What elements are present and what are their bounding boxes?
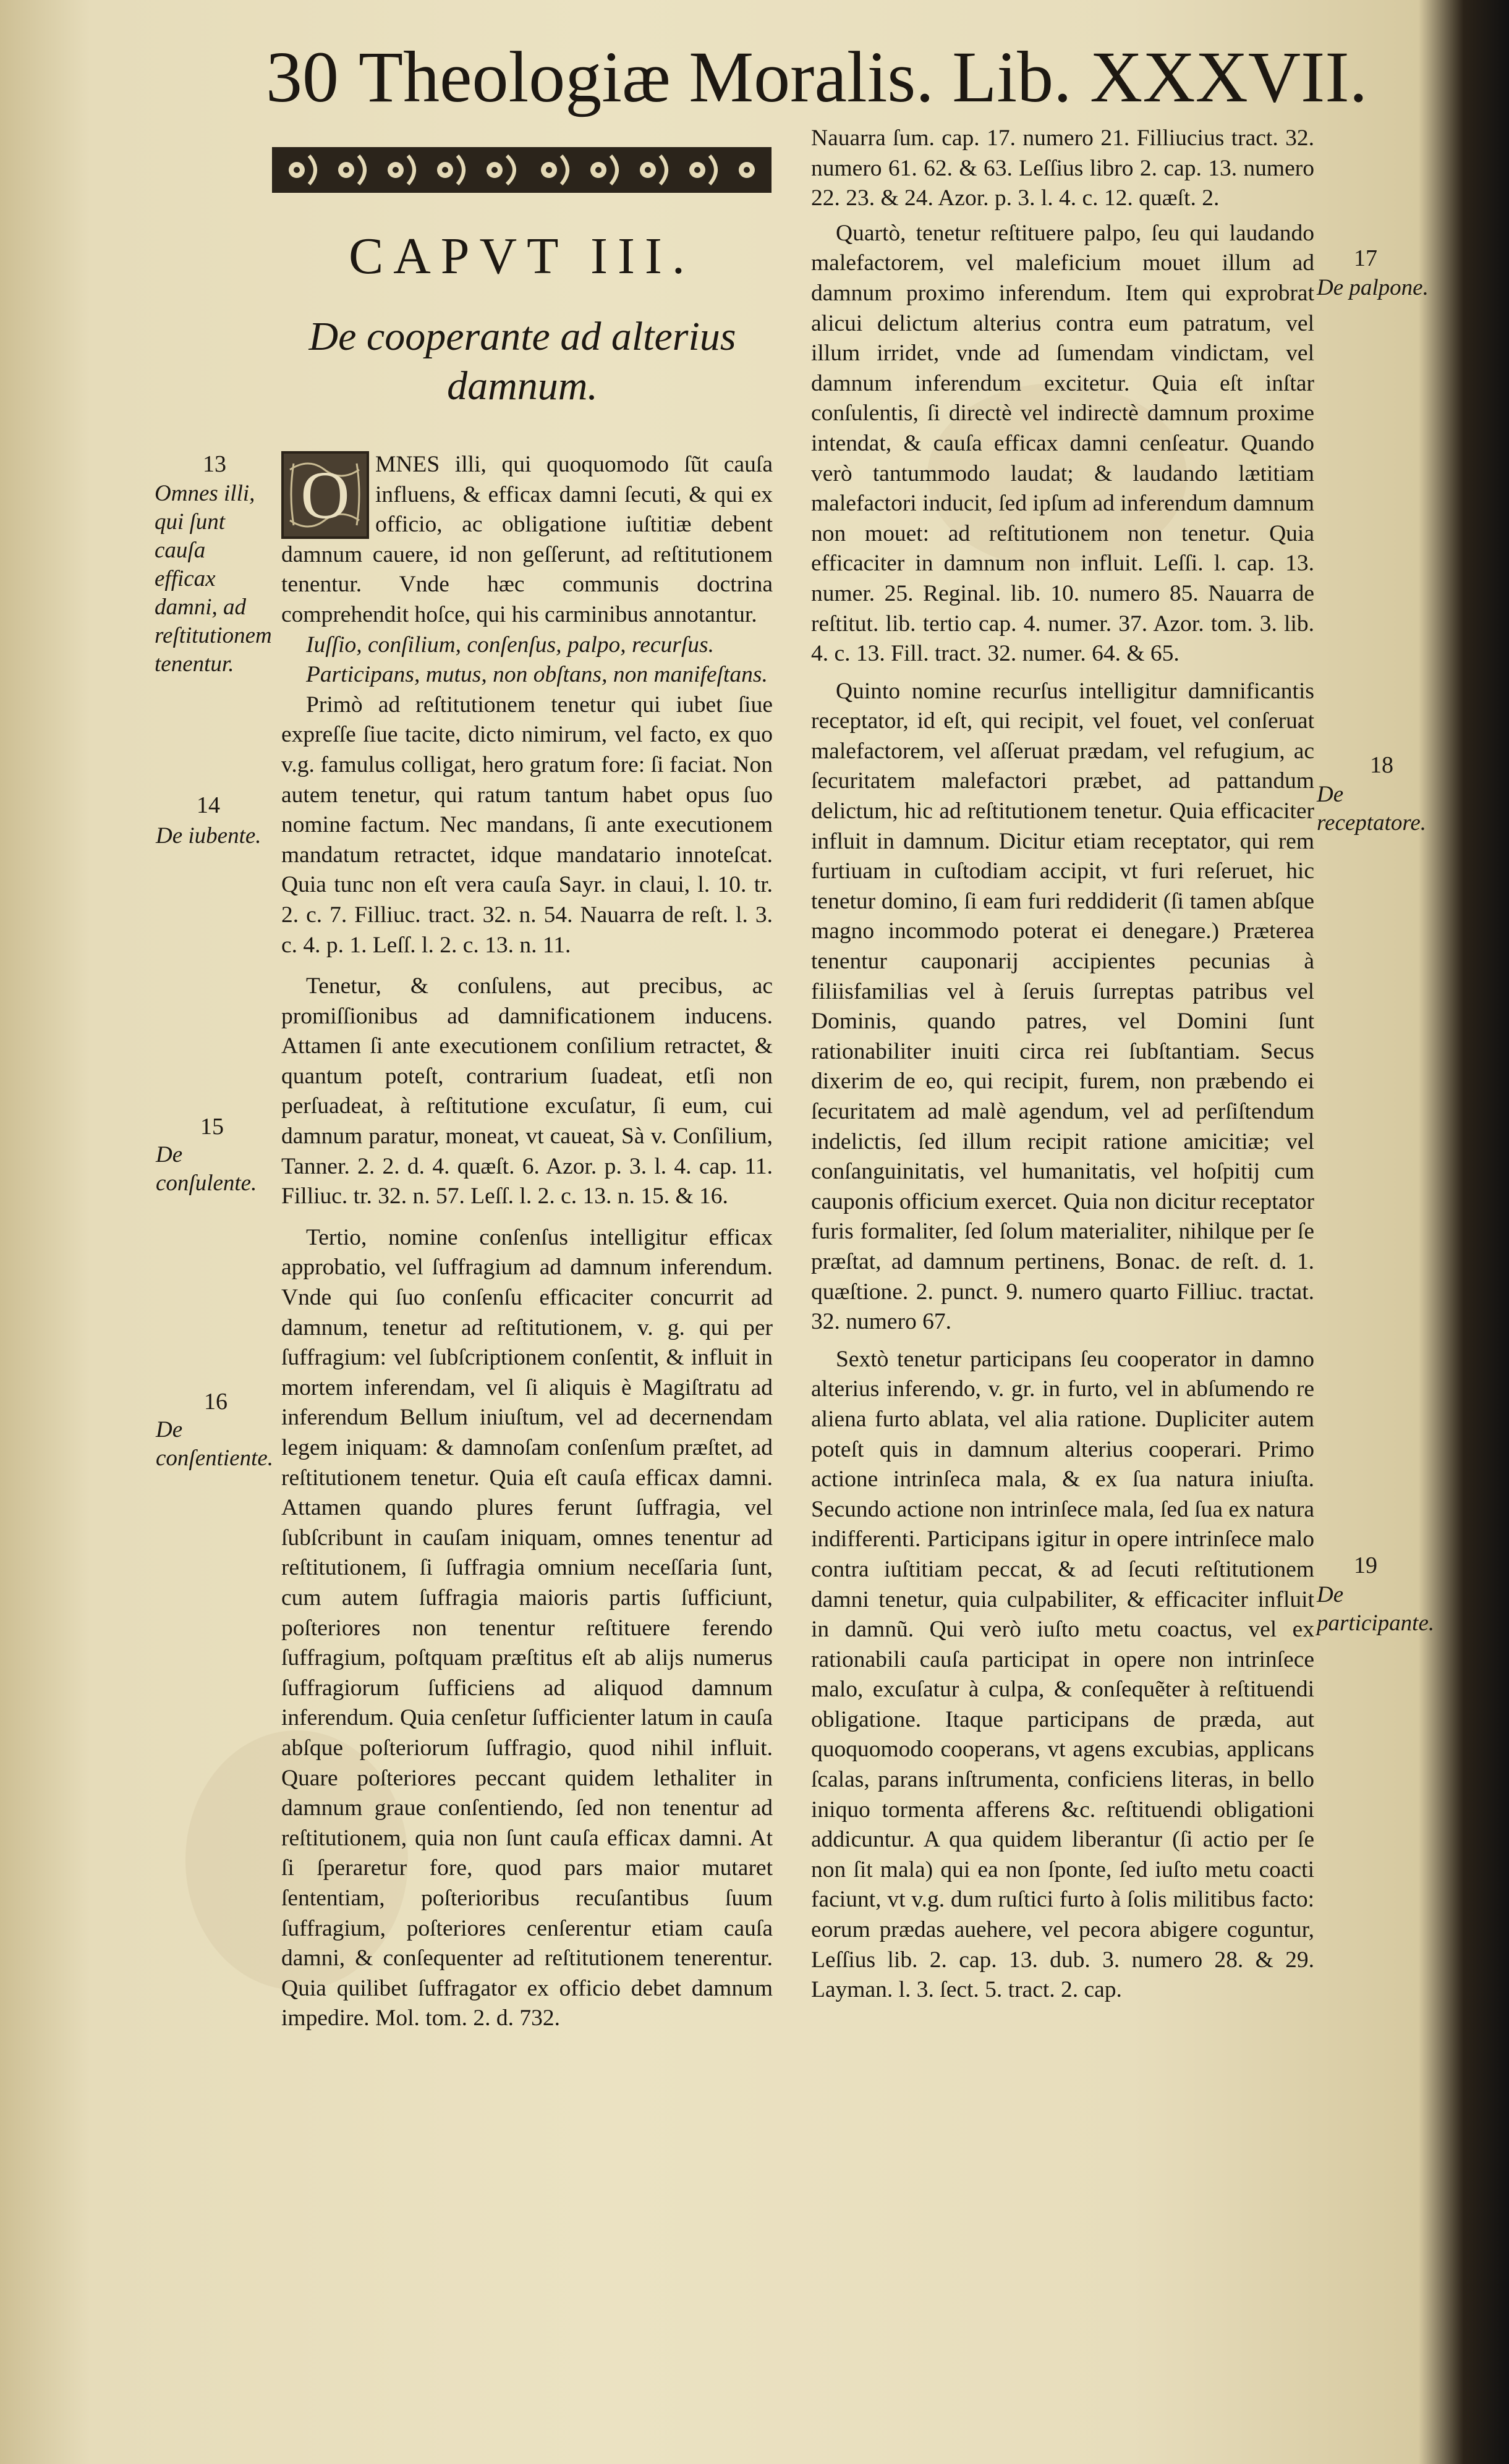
- margin-note-19: [1317, 1551, 1440, 1638]
- margin-note-17: [1317, 244, 1440, 302]
- opening-paragraph: MNES illi, qui quoquomodo ſũt cauſa influens, & efficax damni ſecuti, & qui ex officio, ac obligatione iuſtitiæ debent damnum cauere, id non geſſerunt, ad reſtitutionem tenentur. Vnde hæc communis doctrina comprehendit hoſce, qui his carminibus annotantur.: [281, 452, 773, 627]
- continuation-citations: Nauarra ſum. cap. 17. numero 21. Filliucius tract. 32. numero 61. 62. & 63. Leſſius libro 2. cap. 13. numero 22. 23. & 24. Azor. p. 3. l. 4. c. 12. quæſt. 2.: [811, 125, 1314, 211]
- right-column: [811, 124, 1314, 2005]
- margin-text: De participante.: [1317, 1582, 1435, 1636]
- verse-line-2: Participans, mutus, non obſtans, non manifeſtans.: [306, 662, 768, 688]
- paragraph-16: Tertio, nomine conſenſus intelligitur efficax approbatio, vel ſuffragium ad damnum inferendum. Vnde qui ſuo conſenſu efficaciter concurrit ad damnum, tenetur ad reſtitutionem, v. g. qui per ſuffragium: vel ſubſcriptionem conſentit, & influit in mortem inferendam, vel ſi aliquis è Magiſtratu ad inferendum Bellum iniuſtum, vel ad decernendam legem iniquam: & damnoſam conſenſum præſtet, ad reſtitutionem tenetur. Quia eſt cauſa efficax damni. Attamen quando plures ferunt ſuffragia, vel ſubſcribunt in cauſam iniquam, omnes tenentur ad reſtitutionem, ſi ſuffragia omnium neceſſaria ſunt, cum autem ſuffragia maioris partis ſufficiunt, poſteriores non tenentur reſtituere ferendo ſuffragium, poſtquam præſtitus eſt ab alijs numerus ſuffragiorum ſufficiens ad aliquod damnum inferendum. Quia cenſetur ſufficienter latum in cauſa abſque poſteriorum ſuffragio, quod nihil influit. Quare poſteriores peccant quidem lethaliter in damnum graue conſentiendo, ſed non tenentur ad reſtitutionem, quia non ſunt cauſa efficax damni. At ſi ſperaretur fore, quod pars maior mutaret ſententiam, poſterioribus recuſantibus ſuum ſuffragium, poſteriores cenſerentur etiam cauſa damni, & conſequenter ad reſtitutionem tenerentur. Quia quilibet ſuffragator ex officio debet damnum impedire. Mol. tom. 2. d. 732.: [281, 1224, 773, 2031]
- paragraph-18: Quinto nomine recurſus intelligitur damnificantis receptator, id eſt, qui recipit, vel fouet, vel conſeruat malefactorem, vel aſſeruat prædam, vel refugium, ac ſecuritatem malefactori præbet, ad pattandum delictum, hic ad reſtitutionem tenetur. Quia efficaciter influit in damnum. Dicitur etiam receptator, qui rem furtiuam in cuſtodiam accipit, vt furi reſeruet, hic tenetur domino, ſi eam furi reddiderit (ſi tamen abſque magno incommodo poterat ei denegare.) Præterea tenentur cauponarij accipientes pecunias à filiisfamilias vel à ſeruis ſurreptas patribus vel Dominis, quando patres, vel Domini ſunt rationabiliter inuiti circa rei ſubſtantiam. Secus dixerim de eo, qui recipit, furem, non præbendo ei ſecuritatem ad malè agendum, vel ad perſiſtendum indelictis, ſed illum recipit ratione amicitiæ; vel conſanguinitatis, vel humanitatis, vel hoſpitij cum cauponis officium exercet. Quia non dicitur receptator furis formaliter, ſed ſolum materialiter, nihilque per ſe præſtat, ad damnum pertinens, Bonac. de reſt. d. 1. quæſtione. 2. punct. 9. numero quarto Filliuc. tractat. 32. numero 67.: [811, 678, 1314, 1335]
- paragraph-15: Tenetur, & conſulens, aut precibus, ac promiſſionibus ad damnificationem inducens. Attamen ſi ante executionem conſilium retractet, & quantum poteſt, contrarium ſuadeat, etſi non perſuadeat, à reſtitutione excuſatur, ſi eum, cui damnum paratur, moneat, vt caueat, Sà v. Conſilium, Tanner. 2. 2. d. 4. quæſt. 6. Azor. p. 3. l. 4. cap. 11. Filliuc. tr. 32. n. 57. Leſſ. l. 2. c. 13. n. 15. & 16.: [281, 973, 773, 1209]
- paragraph-19: Sextò tenetur participans ſeu cooperator in damno alterius inferendo, v. gr. in furto, vel in abſumendo re aliena furto ablata, vel alia ratione. Dupliciter autem poteſt quis in damnum alterius cooperari. Primo actione intrinſeca mala, & ex ſua natura iniuſta. Secundo actione non intrinſece mala, ſed ſua ex natura indifferenti. Participans igitur in opere intrinſece malo contra iuſtitiam peccat, & ad ſecuti reſtitutionem damni tenetur, quia culpabiliter, & efficaciter influit in damnũ. Qui verò iuſto metu coactus, vel ex rationabili cauſa participat in opere non intrinſece malo, excuſatur à culpa, & conſequẽter à reſtituendi obligatione. Itaque participans de præda, aut quoquomodo cooperans, vt agens excubias, applicans ſcalas, parans inſtrumenta, conficiens literas, in bello iniquo tormenta afferens &c. reſtituendi obligationi addicuntur. A qua quidem liberantur (ſi actio per ſe non ſit mala) qui ea non ſponte, ſed iuſto metu coacti faciunt, vt v.g. dum ruſtici furto à ſolis militibus facto: eorum prædas auehere, vel pecora abigere coguntur, Leſſius lib. 2. cap. 13. dub. 3. numero 28. & 29. Layman. l. 3. ſect. 5. tract. 2. cap.: [811, 1346, 1314, 2003]
- chapter-subtitle: De cooperante ad alterius damnum.: [308, 314, 736, 409]
- margin-number: 19: [1354, 1552, 1377, 1578]
- running-header: [266, 34, 1368, 121]
- margin-note-15: [156, 1112, 255, 1198]
- margin-text: De conſulente.: [156, 1142, 257, 1196]
- chapter-heading: CAPVT III.: [349, 227, 695, 285]
- ornament-band: [272, 147, 772, 193]
- margin-number: 17: [1354, 245, 1377, 271]
- paragraph-17: Quartò, tenetur reſtituere palpo, ſeu qui laudando malefactorem, vel maleficium mouet illum ad damnum proximo inferendum. Item qui exprobrat alicui delictum alterius contra eum patratum, vel illum irridet, vnde ad ſumendam vindictam, vel damnum inferendum excitetur. Quia eſt inſtar conſulentis, ſi directè vel indirectè damnum proxime intendat, & cauſa efficax damni cenſeatur. Quando verò tantummodo laudat; & laudando lætitiam malefactori inducit, ſed ipſum ad inferendum damnum non mouet: ad reſtitutionem non tenetur. Quia efficaciter in damnum non influit. Leſſi. l. cap. 13. numer. 25. Reginal. lib. 10. numero 85. Nauarra de reſtitut. lib. tertio cap. 4. numer. 37. Azor. tom. 3. lib. 4. c. 13. Fill. tract. 32. numer. 64. & 65.: [811, 220, 1314, 667]
- margin-text: De conſentiente.: [156, 1417, 274, 1471]
- margin-number: 18: [1370, 752, 1393, 778]
- margin-text: De palpone.: [1317, 275, 1429, 300]
- margin-number: 14: [197, 792, 220, 818]
- running-title: Theologiæ Moralis. Lib. XXXVII.: [359, 36, 1368, 117]
- margin-number: 15: [200, 1114, 224, 1140]
- drop-cap-letter: O: [300, 457, 350, 533]
- margin-note-16: [156, 1387, 274, 1473]
- drop-cap-o: [281, 451, 369, 539]
- margin-text: Omnes illi, qui ſunt cauſa efficax damni, ad reſtitutionem tenentur.: [155, 481, 272, 677]
- margin-number: 16: [204, 1389, 227, 1415]
- margin-text: De iubente.: [156, 823, 261, 849]
- left-column: [281, 450, 773, 2034]
- margin-note-18: [1317, 751, 1440, 837]
- paragraph-14: Primò ad reſtitutionem tenetur qui iubet ſiue expreſſe ſiue tacite, dicto nimirum, vel facto, ex quo v.g. famulus colligat, hero gratum fore: ſi faciat. Non autem tenetur, qui ratum tantum habet opus ſuo nomine factum. Nec mandans, ſi ante executionem mandatum retractet, idque mandatario innoteſcat. Quia tunc non eſt vera cauſa Sayr. in claui, l. 10. tr. 2. c. 7. Filliuc. tract. 32. n. 54. Nauarra de reſt. l. 3. c. 4. p. 1. Leſſ. l. 2. c. 13. n. 11.: [281, 692, 773, 958]
- margin-text: De receptatore.: [1317, 782, 1427, 836]
- margin-note-13: [155, 450, 272, 679]
- verse-line-1: Iuſſio, conſilium, conſenſus, palpo, recurſus.: [306, 632, 715, 658]
- margin-number: 13: [203, 451, 226, 477]
- margin-note-14: [156, 791, 273, 850]
- page-number: 30: [266, 36, 339, 117]
